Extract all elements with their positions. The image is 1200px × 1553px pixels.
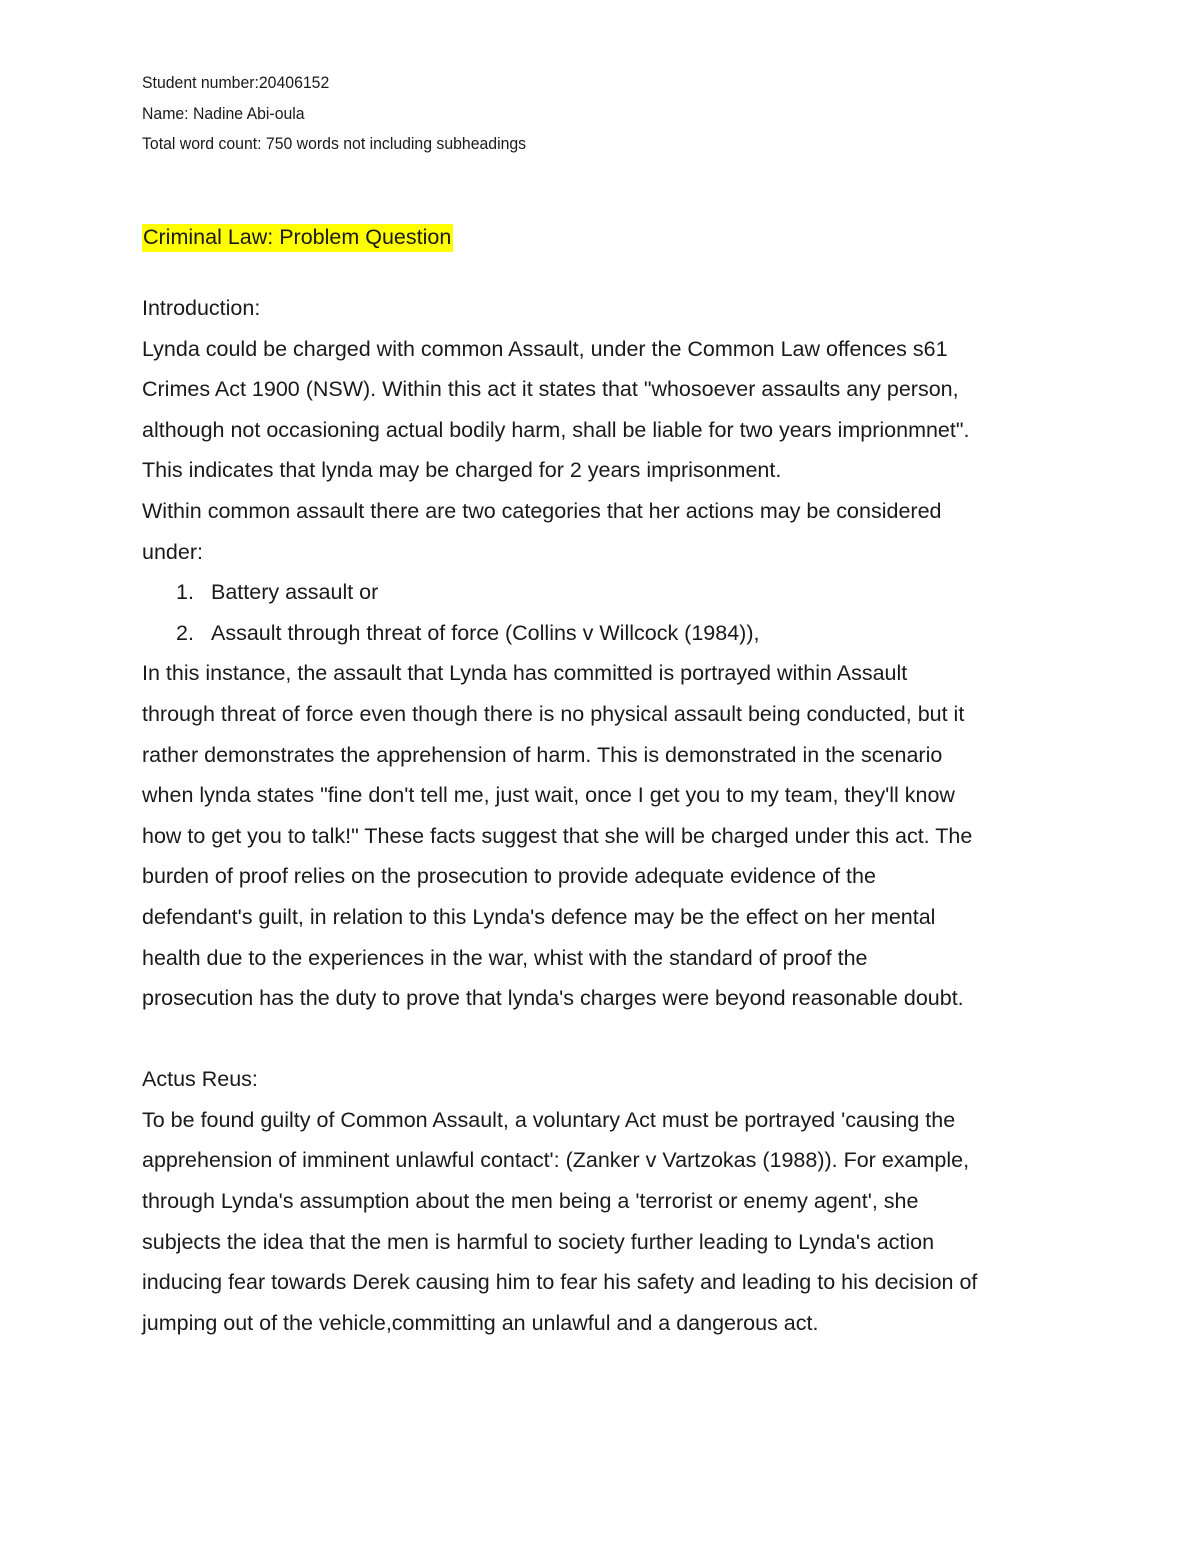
paragraph-line: Within common assault there are two categories that her actions may be considered bbox=[142, 498, 942, 523]
paragraph-line: under: bbox=[142, 539, 203, 564]
paragraph-line: subjects the idea that the men is harmful to society further leading to Lynda's action bbox=[142, 1229, 935, 1254]
paragraph-line: health due to the experiences in the war, whist with the standard of proof the bbox=[142, 945, 868, 970]
paragraph-line: burden of proof relies on the prosecution to provide adequate evidence of the bbox=[142, 864, 876, 889]
paragraph-line: inducing fear towards Derek causing him to fear his safety and leading to his decision of bbox=[142, 1270, 978, 1295]
paragraph-line: prosecution has the duty to prove that lynda's charges were beyond reasonable doubt. bbox=[142, 986, 964, 1011]
word-count: Total word count: 750 words not including subheadings bbox=[142, 134, 527, 153]
document-body bbox=[142, 288, 1082, 1343]
paragraph-line: jumping out of the vehicle,committing an unlawful and a dangerous act. bbox=[142, 1310, 819, 1335]
paragraph-line: rather demonstrates the apprehension of harm. This is demonstrated in the scenario bbox=[142, 742, 943, 767]
paragraph-line: This indicates that lynda may be charged for 2 years imprisonment. bbox=[142, 458, 782, 483]
paragraph-line: through Lynda's assumption about the men being a 'terrorist or enemy agent', she bbox=[142, 1189, 919, 1214]
list-item-text: Battery assault or bbox=[211, 580, 379, 605]
list-item bbox=[142, 572, 1082, 613]
document-title-line bbox=[142, 222, 453, 252]
student-number: Student number:20406152 bbox=[142, 73, 330, 92]
paragraph-line: Crimes Act 1900 (NSW). Within this act it states that "whosoever assaults any person, bbox=[142, 377, 959, 402]
list-item bbox=[142, 613, 1082, 654]
paragraph-line: In this instance, the assault that Lynda has committed is portrayed within Assault bbox=[142, 661, 908, 686]
paragraph-line: through threat of force even though there is no physical assault being conducted, but it bbox=[142, 701, 965, 726]
list-item-number: 2. bbox=[176, 620, 194, 645]
paragraph-line: apprehension of imminent unlawful contact': (Zanker v Vartzokas (1988)). For example, bbox=[142, 1148, 970, 1173]
list-item-number: 1. bbox=[176, 580, 194, 605]
list-item-text: Assault through threat of force (Collins v Willcock (1984)), bbox=[211, 620, 760, 645]
document-header bbox=[142, 68, 526, 160]
actus-reus-heading: Actus Reus: bbox=[142, 1067, 258, 1092]
introduction-heading: Introduction: bbox=[142, 296, 261, 320]
paragraph-line: although not occasioning actual bodily harm, shall be liable for two years imprionmnet". bbox=[142, 417, 970, 442]
paragraph-line: Lynda could be charged with common Assault, under the Common Law offences s61 bbox=[142, 336, 948, 361]
paragraph-line: when lynda states "fine don't tell me, just wait, once I get you to my team, they'll know bbox=[142, 783, 955, 808]
student-name: Name: Nadine Abi-oula bbox=[142, 103, 305, 123]
document-title: Criminal Law: Problem Question bbox=[142, 224, 453, 252]
paragraph-line: To be found guilty of Common Assault, a voluntary Act must be portrayed 'causing the bbox=[142, 1107, 956, 1132]
paragraph-line: defendant's guilt, in relation to this Lynda's defence may be the effect on her mental bbox=[142, 904, 936, 929]
paragraph-line: how to get you to talk!" These facts suggest that she will be charged under this act. The bbox=[142, 823, 973, 848]
section-spacer bbox=[142, 1019, 1082, 1060]
